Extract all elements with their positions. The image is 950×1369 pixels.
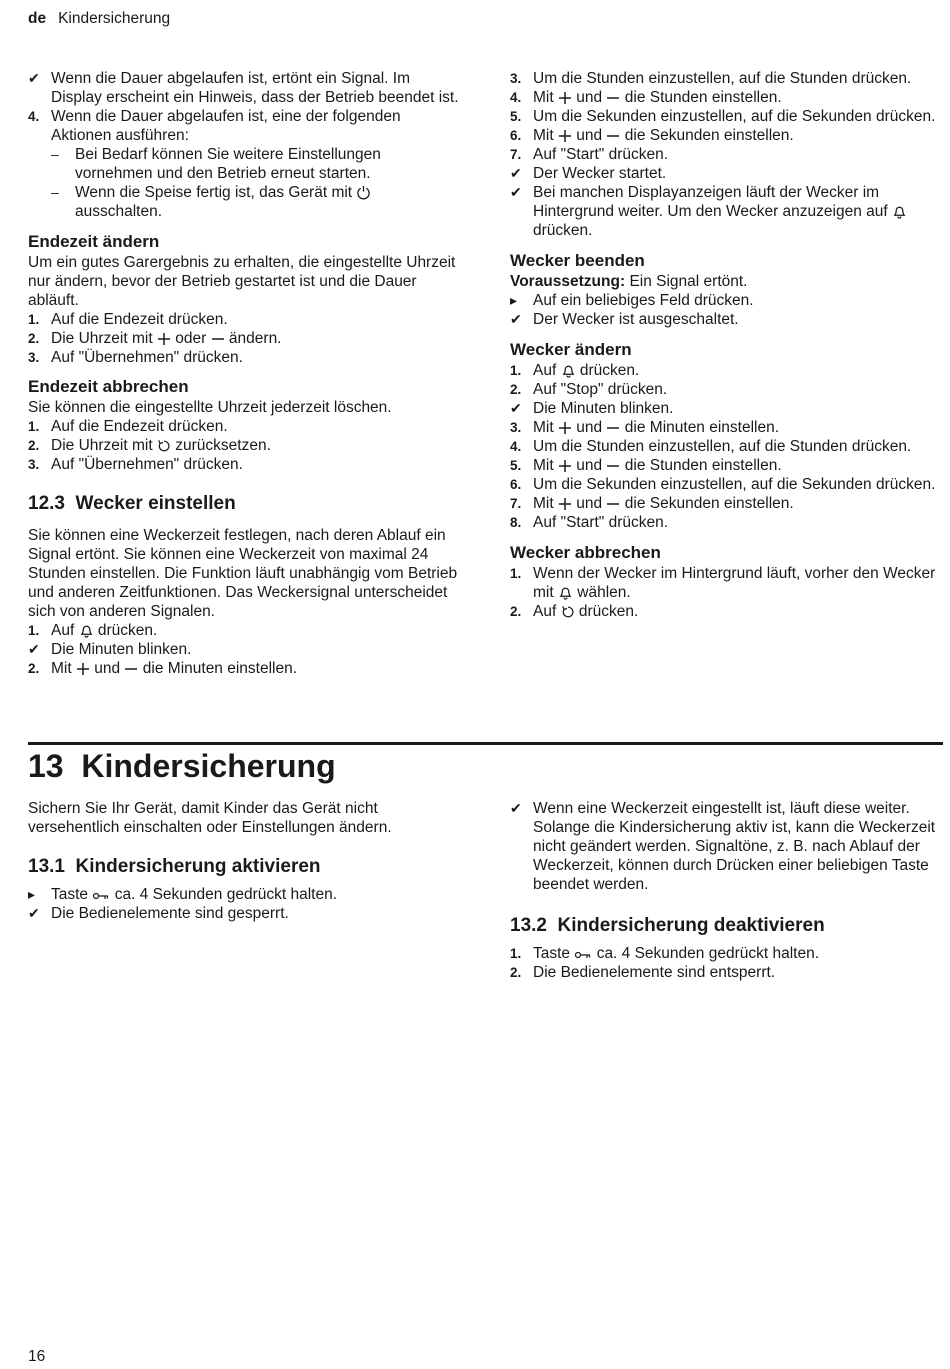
- plus-icon: [558, 421, 572, 435]
- abbrechen-heading: Endezeit abbrechen: [28, 377, 189, 396]
- check-item: ✔ Bei manchen Displayanzeigen läuft der Wecker im Hintergrund weiter. Um den Wecker anzuzeigen auf drücken.: [510, 183, 942, 240]
- step-item: 2. Mit und die Minuten einstellen.: [28, 660, 298, 677]
- right-column: [510, 69, 942, 621]
- bell-icon: [892, 204, 907, 219]
- wecker-aendern-heading: Wecker ändern: [510, 340, 632, 359]
- step-item: 3. Um die Stunden einzustellen, auf die Stunden drücken.: [510, 70, 912, 87]
- bell-icon: [558, 585, 573, 600]
- plus-icon: [558, 459, 572, 473]
- page-number: 16: [28, 1348, 46, 1365]
- page-header: [28, 10, 170, 28]
- step-item: 1. Wenn der Wecker im Hintergrund läuft, vorher den Wecker mit wählen.: [510, 565, 936, 601]
- deaktivieren-heading: 13.2 Kindersicherung deaktivieren: [510, 915, 825, 936]
- wecker-section-heading: 12.3 Wecker einstellen: [28, 493, 236, 514]
- abbrechen-intro: Sie können die eingestellte Uhrzeit jederzeit löschen.: [28, 399, 392, 416]
- step-item: 8. Auf "Start" drücken.: [510, 514, 669, 531]
- bell-icon: [561, 363, 576, 378]
- plus-icon: [157, 332, 171, 346]
- check-item: ✔ Wenn eine Weckerzeit eingestellt ist, läuft diese weiter. Solange die Kindersicherung aktiv ist, kann die Weckerzeit nicht geändert werden. Signaltöne, z. B. nach Ablauf der Weckerzeit, können durch Drücken einer beliebigen Taste beendet werden.: [510, 800, 936, 893]
- step-item: 2. Auf "Stop" drücken.: [510, 381, 668, 398]
- key-icon: [92, 890, 110, 902]
- header-lang: de: [28, 10, 47, 27]
- minus-icon: [211, 332, 225, 346]
- plus-icon: [558, 129, 572, 143]
- minus-icon: [606, 421, 620, 435]
- step-item: 2. Die Uhrzeit mit oder ändern.: [28, 330, 282, 347]
- power-icon: [356, 185, 371, 200]
- key-icon: [574, 949, 592, 961]
- header-title: Kindersicherung: [58, 10, 171, 27]
- minus-icon: [124, 662, 138, 676]
- chapter-heading: 13 Kindersicherung: [28, 748, 336, 784]
- minus-icon: [606, 129, 620, 143]
- check-item: ✔ Der Wecker ist ausgeschaltet.: [510, 311, 739, 328]
- dash-item: – Bei Bedarf können Sie weitere Einstellungen vornehmen und den Betrieb erneut starten.: [51, 146, 381, 182]
- step-item: 6. Mit und die Sekunden einstellen.: [510, 127, 794, 144]
- step-item: 7. Auf "Start" drücken.: [510, 146, 669, 163]
- aktivieren-heading: 13.1 Kindersicherung aktivieren: [28, 856, 321, 877]
- bell-icon: [79, 623, 94, 638]
- step-item: 6. Um die Sekunden einzustellen, auf die Sekunden drücken.: [510, 476, 936, 493]
- endezeit-intro: Um ein gutes Garergebnis zu erhalten, die eingestellte Uhrzeit nur ändern, bevor der Betrieb gestartet ist und die Dauer abläuft.: [28, 254, 456, 309]
- step-item: 3. Auf "Übernehmen" drücken.: [28, 349, 243, 366]
- step-item: 2. Auf drücken.: [510, 603, 639, 620]
- minus-icon: [606, 459, 620, 473]
- check-marker: ✔: [28, 70, 40, 86]
- action-item: ▸ Auf ein beliebiges Feld drücken.: [510, 292, 754, 309]
- dash-item: – Wenn die Speise fertig ist, das Gerät mit ausschalten.: [28, 183, 460, 221]
- step-item: 4. Mit und die Stunden einstellen.: [510, 89, 782, 106]
- minus-icon: [606, 497, 620, 511]
- action-item: ▸ Taste ca. 4 Sekunden gedrückt halten.: [28, 886, 338, 903]
- chapter-left-column: [28, 799, 460, 923]
- minus-icon: [606, 91, 620, 105]
- reset-icon: [561, 605, 575, 619]
- check-item: ✔ Die Minuten blinken.: [28, 641, 192, 658]
- check-item: ✔ Die Minuten blinken.: [510, 400, 674, 417]
- step-item: 1. Taste ca. 4 Sekunden gedrückt halten.: [510, 945, 820, 962]
- plus-icon: [76, 662, 90, 676]
- requirement: Voraussetzung: Ein Signal ertönt.: [510, 273, 748, 290]
- step-item: 1. Auf drücken.: [28, 622, 158, 639]
- chapter-rule: [28, 742, 943, 745]
- wecker-beenden-heading: Wecker beenden: [510, 251, 645, 270]
- plus-icon: [558, 497, 572, 511]
- step-item: 5. Mit und die Stunden einstellen.: [510, 457, 782, 474]
- plus-icon: [558, 91, 572, 105]
- chapter-right-column: [510, 799, 942, 982]
- step-item: 1. Auf die Endezeit drücken.: [28, 418, 228, 435]
- step-item: 7. Mit und die Sekunden einstellen.: [510, 495, 794, 512]
- step-item: 4. Um die Stunden einzustellen, auf die Stunden drücken.: [510, 438, 912, 455]
- left-column: [28, 69, 460, 678]
- check-item: ✔ Die Bedienelemente sind gesperrt.: [28, 905, 289, 922]
- step-item: 3. Auf "Übernehmen" drücken.: [28, 456, 243, 473]
- endezeit-heading: Endezeit ändern: [28, 232, 160, 251]
- step-item: 2. Die Bedienelemente sind entsperrt.: [510, 964, 776, 981]
- reset-icon: [157, 439, 171, 453]
- step-item: 2. Die Uhrzeit mit zurücksetzen.: [28, 437, 271, 454]
- step-item: 1. Auf die Endezeit drücken.: [28, 311, 228, 328]
- chapter-intro: Sichern Sie Ihr Gerät, damit Kinder das Gerät nicht versehentlich einschalten oder Einstellungen ändern.: [28, 800, 392, 836]
- check-item: ✔ Wenn die Dauer abgelaufen ist, ertönt ein Signal. Im Display erscheint ein Hinweis, dass der Betrieb beendet ist.: [28, 70, 459, 106]
- step-item: 3. Mit und die Minuten einstellen.: [510, 419, 780, 436]
- step-item: 1. Auf drücken.: [510, 362, 640, 379]
- wecker-abbrechen-heading: Wecker abbrechen: [510, 543, 661, 562]
- wecker-intro: Sie können eine Weckerzeit festlegen, nach deren Ablauf ein Signal ertönt. Sie können eine Weckerzeit von maximal 24 Stunden einstellen. Die Funktion läuft unabhängig vom Betrieb und anderen Zeitfunktionen. Das Weckersignal unterscheidet sich von anderen Signalen.: [28, 527, 458, 620]
- step-item: 5. Um die Sekunden einzustellen, auf die Sekunden drücken.: [510, 108, 936, 125]
- check-item: ✔ Der Wecker startet.: [510, 165, 667, 182]
- step-item: 4. Wenn die Dauer abgelaufen ist, eine der folgenden Aktionen ausführen:: [28, 108, 401, 144]
